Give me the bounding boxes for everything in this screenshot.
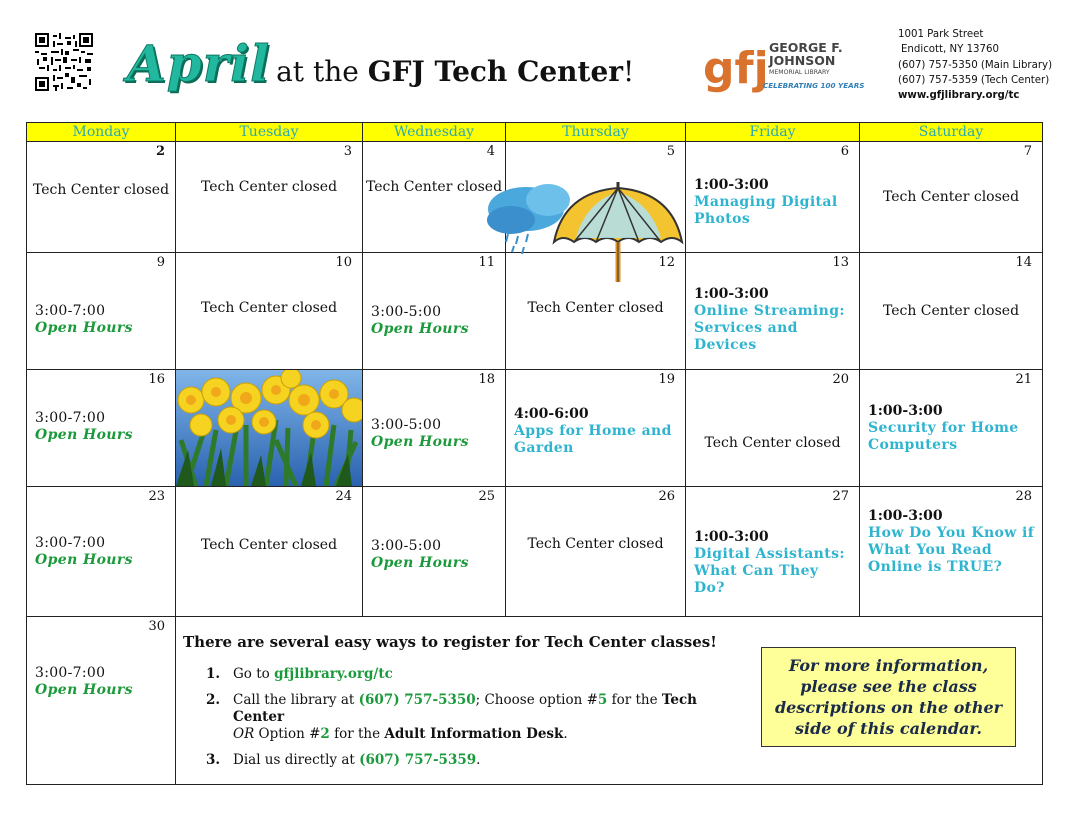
day-number: 30: [148, 619, 165, 634]
closed-note: Tech Center closed: [200, 300, 338, 316]
option-number: 2: [320, 726, 330, 742]
day-number: 20: [832, 372, 849, 387]
info-callout: For more information, please see the class descriptions on the other side of this calendar.: [761, 647, 1016, 747]
logo-mark: gfj: [703, 43, 769, 94]
day-number: 3: [343, 144, 352, 159]
day-cell: [27, 142, 176, 253]
registration-step: [206, 666, 751, 683]
day-number: 19: [658, 372, 675, 387]
registration-step: [206, 692, 751, 743]
closed-note: Tech Center closed: [200, 179, 338, 195]
open-hours-label: Open Hours: [35, 552, 133, 568]
day-cell: [363, 142, 506, 253]
step-number: 2.: [206, 692, 221, 708]
day-cell: [506, 142, 686, 253]
registration-panel: [176, 617, 1043, 785]
open-time: 3:00-5:00: [371, 417, 442, 433]
day-number: 28: [1015, 489, 1032, 504]
open-time: 3:00-7:00: [35, 535, 106, 551]
address-tech-phone: (607) 757-5359 (Tech Center): [898, 74, 1050, 86]
day-number: 11: [478, 255, 495, 270]
open-hours-label: Open Hours: [35, 427, 133, 443]
class-title: Online Streaming: Services and Devices: [694, 303, 845, 353]
closed-note: Tech Center closed: [200, 537, 338, 553]
logo-line-4: CELEBRATING 100 YEARS: [763, 81, 865, 90]
closed-note: Tech Center closed: [527, 536, 664, 552]
day-cell: [686, 142, 860, 253]
umbrella-rain-icon: [486, 162, 691, 282]
closed-note: Tech Center closed: [32, 182, 170, 198]
day-number: 26: [658, 489, 675, 504]
day-cell: [363, 487, 506, 617]
logo-line-2: JOHNSON: [769, 53, 836, 68]
day-cell: [27, 617, 176, 785]
day-number: 16: [148, 372, 165, 387]
day-number: 6: [840, 144, 849, 159]
class-time: 1:00-3:00: [694, 286, 769, 302]
day-number: 9: [156, 255, 165, 270]
open-hours-label: Open Hours: [371, 321, 469, 337]
open-hours-label: Open Hours: [371, 555, 469, 571]
step-number: 1.: [206, 666, 221, 682]
calendar-grid: [26, 122, 1043, 785]
daffodils-image: [176, 370, 362, 486]
tech-phone: (607) 757-5359: [359, 752, 477, 768]
title-bold: GFJ Tech Center: [367, 55, 624, 88]
day-header-tuesday: Tuesday: [176, 123, 363, 142]
day-number: 2: [155, 144, 165, 159]
class-title: Security for Home Computers: [868, 420, 1019, 453]
logo-line-3: MEMORIAL LIBRARY: [769, 69, 830, 76]
day-cell: [506, 370, 686, 487]
day-number: 5: [666, 144, 675, 159]
open-time: 3:00-5:00: [371, 304, 442, 320]
step-number: 3.: [206, 752, 221, 768]
registration-title: There are several easy ways to register for Tech Center classes!: [183, 633, 717, 651]
day-cell: [27, 487, 176, 617]
title-end: !: [623, 55, 635, 88]
day-cell: [176, 142, 363, 253]
calendar: [26, 122, 1042, 787]
open-hours-label: Open Hours: [371, 434, 469, 450]
day-cell: [860, 487, 1043, 617]
class-title: Managing Digital Photos: [694, 194, 838, 227]
step-text: Option #: [254, 726, 321, 742]
open-time: 3:00-7:00: [35, 303, 106, 319]
address-city: Endicott, NY 13760: [901, 44, 999, 56]
open-time: 3:00-7:00: [35, 410, 106, 426]
class-time: 1:00-3:00: [694, 529, 769, 545]
step-text: Go to: [233, 666, 275, 682]
day-number: 4: [486, 144, 495, 159]
day-cell: [860, 253, 1043, 370]
step-text: ; Choose option #: [475, 692, 598, 708]
step-text: .: [563, 726, 568, 742]
day-number: 14: [1015, 255, 1032, 270]
day-number: 13: [832, 255, 849, 270]
day-cell: [860, 370, 1043, 487]
day-header-monday: Monday: [27, 123, 176, 142]
main-phone: (607) 757-5350: [358, 692, 476, 708]
desk-label: Adult Information Desk: [384, 726, 564, 742]
closed-note: Tech Center closed: [704, 435, 841, 451]
day-cell-daffodils: [176, 370, 363, 487]
open-time: 3:00-5:00: [371, 538, 442, 554]
closed-note: Tech Center closed: [365, 179, 503, 195]
step-text: for the: [607, 692, 662, 708]
day-header-thursday: Thursday: [506, 123, 686, 142]
logo-line-1: GEORGE F.: [769, 40, 843, 55]
day-number: 25: [478, 489, 495, 504]
day-cell: [860, 142, 1043, 253]
library-address: [898, 27, 1052, 103]
class-title: How Do You Know if What You Read Online is TRUE?: [868, 525, 1035, 575]
open-time: 3:00-7:00: [35, 665, 106, 681]
step-text: for the: [329, 726, 385, 742]
option-number: 5: [597, 692, 608, 708]
class-title: Apps for Home and Garden: [514, 423, 672, 456]
step-text: Call the library at: [233, 692, 359, 708]
day-number: 21: [1015, 372, 1032, 387]
page-title: [127, 34, 634, 94]
qr-code: [35, 33, 93, 91]
day-cell: [686, 370, 860, 487]
day-header-friday: Friday: [686, 123, 860, 142]
open-hours-label: Open Hours: [35, 682, 133, 698]
day-number: 7: [1023, 144, 1032, 159]
day-cell: [176, 487, 363, 617]
day-cell: [363, 370, 506, 487]
day-number: 12: [658, 255, 675, 270]
address-website[interactable]: www.gfjlibrary.org/tc: [898, 90, 1020, 102]
day-number: 24: [335, 489, 352, 504]
website-link[interactable]: gfjlibrary.org/tc: [274, 666, 393, 682]
tech-center-label: Tech Center: [233, 692, 697, 725]
step-text: Dial us directly at: [233, 752, 360, 768]
or-label: OR: [233, 726, 255, 742]
closed-note: Tech Center closed: [527, 300, 664, 316]
address-street: 1001 Park Street: [898, 29, 984, 40]
class-time: 1:00-3:00: [694, 177, 769, 193]
class-time: 1:00-3:00: [868, 403, 943, 419]
closed-note: Tech Center closed: [882, 303, 1020, 319]
day-number: 23: [148, 489, 165, 504]
day-number: 18: [478, 372, 495, 387]
class-time: 4:00-6:00: [514, 406, 589, 422]
day-cell: [506, 487, 686, 617]
closed-note: Tech Center closed: [882, 189, 1020, 205]
day-cell: [176, 253, 363, 370]
registration-step: [206, 752, 751, 769]
day-cell: [686, 253, 860, 370]
registration-steps: [206, 666, 751, 778]
day-number: 10: [335, 255, 352, 270]
day-header-wednesday: Wednesday: [363, 123, 506, 142]
day-cell: [27, 253, 176, 370]
step-text: .: [476, 752, 481, 768]
class-time: 1:00-3:00: [868, 508, 943, 524]
address-main-phone: (607) 757-5350 (Main Library): [898, 59, 1053, 71]
day-cell: [686, 487, 860, 617]
day-cell: [27, 370, 176, 487]
open-hours-label: Open Hours: [35, 320, 133, 336]
day-header-saturday: Saturday: [860, 123, 1043, 142]
class-title: Digital Assistants: What Can They Do?: [694, 546, 845, 596]
title-month: April: [127, 34, 271, 93]
day-number: 27: [832, 489, 849, 504]
title-mid: at the: [276, 55, 368, 88]
library-logo: [703, 33, 868, 98]
day-cell: [363, 253, 506, 370]
